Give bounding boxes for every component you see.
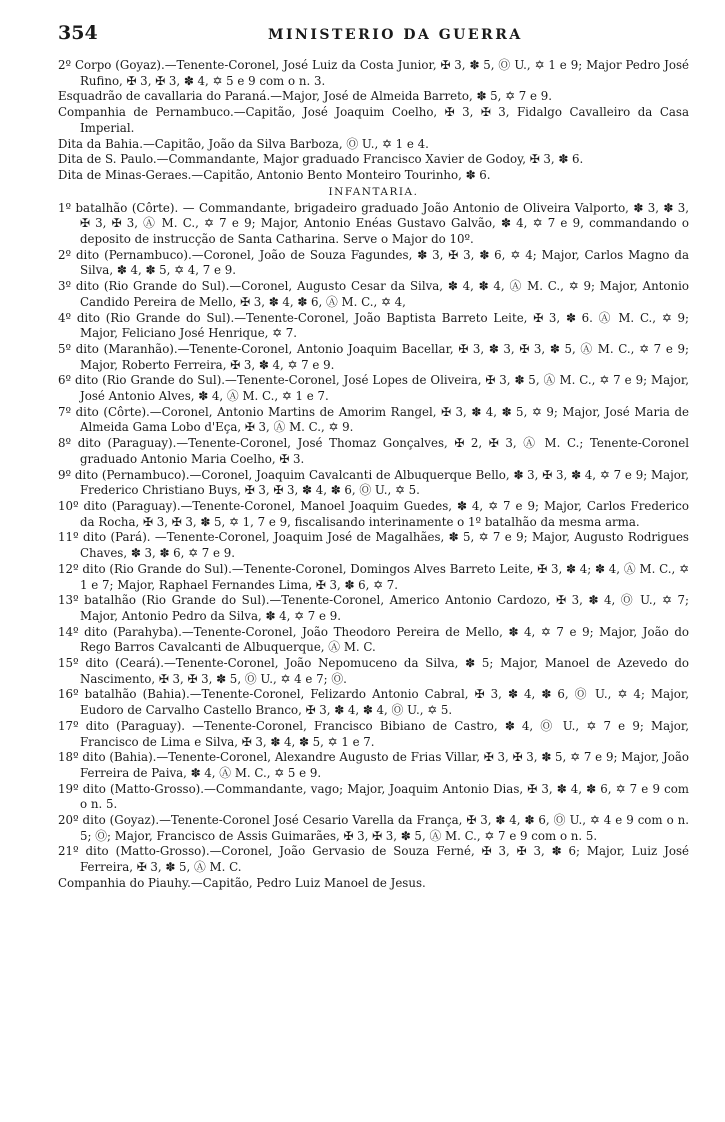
page-number: 354 (58, 22, 98, 44)
infantry-entry: 1º batalhão (Côrte). — Commandante, brigadeiro graduado João Antonio de Oliveira Valporto, ✽ 3, ✽ 3, ✠ 3, ✠ 3, Ⓐ M. C., ✡ 7 e 9; Major, Antonio Enéas Gustavo Galvão, ✽ 4, ✡ 7 e 9, commandando o deposito de instrucção de Santa Catharina. Serve o Major do 10º. (58, 200, 689, 247)
infantry-entry: 2º dito (Pernambuco).—Coronel, João de Souza Fagundes, ✽ 3, ✠ 3, ✽ 6, ✡ 4; Major, Carlos Magno da Silva, ✽ 4, ✽ 5, ✡ 4, 7 e 9. (58, 247, 689, 278)
cavalry-entry: Dita da Bahia.—Capitão, João da Silva Barboza, Ⓞ U., ✡ 1 e 4. (58, 136, 429, 151)
cavalry-entry: Companhia de Pernambuco.—Capitão, José Joaquim Coelho, ✠ 3, ✠ 3, Fidalgo Cavalleiro da Casa Imperial. (58, 105, 689, 135)
infantry-entry: 6º dito (Rio Grande do Sul).—Tenente-Coronel, José Lopes de Oliveira, ✠ 3, ✽ 5, Ⓐ M. C., ✡ 7 e 9; Major, José Antonio Alves, ✽ 4, Ⓐ M. C., ✡ 1 e 7. (58, 373, 689, 404)
infantry-entry: 17º dito (Paraguay). —Tenente-Coronel, Francisco Bibiano de Castro, ✽ 4, Ⓞ U., ✡ 7 e 9; Major, Francisco de Lima e Silva, ✠ 3, ✽ 4, ✽ 5, ✡ 1 e 7. (58, 718, 689, 749)
infantry-entry: 13º batalhão (Rio Grande do Sul).—Tenente-Coronel, Americo Antonio Cardozo, ✠ 3, ✽ 4, Ⓞ U., ✡ 7; Major, Antonio Pedro da Silva, ✽ 4, ✡ 7 e 9. (58, 593, 689, 623)
infantry-entry: 8º dito (Paraguay).—Tenente-Coronel, José Thomaz Gonçalves, ✠ 2, ✠ 3, Ⓐ M. C.; Tenente-Coronel graduado Antonio Maria Coelho, ✠ 3. (58, 436, 689, 466)
infantry-entry: 9º dito (Pernambuco).—Coronel, Joaquim Cavalcanti de Albuquerque Bello, ✽ 3, ✠ 3, ✽ 4, ✡ 7 e 9; Major, Frederico Christiano Buys, ✠ 3, ✠ 3, ✽ 4, ✽ 6, Ⓞ U., ✡ 5. (58, 467, 689, 498)
running-head: MINISTERIO DA GUERRA (268, 27, 523, 43)
infantry-entry: 18º dito (Bahia).—Tenente-Coronel, Alexandre Augusto de Frias Villar, ✠ 3, ✠ 3, ✽ 5, ✡ 7 e 9; Major, João Ferreira de Paiva, ✽ 4, Ⓐ M. C., ✡ 5 e 9. (58, 750, 689, 780)
cavalry-entry: Esquadrão de cavallaria do Paraná.—Major, José de Almeida Barreto, ✽ 5, ✡ 7 e 9. (58, 89, 553, 104)
cavalry-entry: 2º Corpo (Goyaz).—Tenente-Coronel, José Luiz da Costa Junior, ✠ 3, ✽ 5, Ⓞ U., ✡ 1 e 9; Major Pedro José Rufino, ✠ 3, ✠ 3, ✽ 4, ✡ 5 e 9 com o n. 3. (58, 58, 689, 88)
infantry-entry: 11º dito (Pará). —Tenente-Coronel, Joaquim José de Magalhães, ✽ 5, ✡ 7 e 9; Major, Augusto Rodrigues Chaves, ✽ 3, ✽ 6, ✡ 7 e 9. (58, 530, 689, 561)
page-body (58, 58, 689, 892)
infantry-entry: Companhia do Piauhy.—Capitão, Pedro Luiz Manoel de Jesus. (58, 875, 426, 890)
infantry-entry: 10º dito (Paraguay).—Tenente-Coronel, Manoel Joaquim Guedes, ✽ 4, ✡ 7 e 9; Major, Carlos Frederico da Rocha, ✠ 3, ✠ 3, ✽ 5, ✡ 1, 7 e 9, fiscalisando interinamente o 1º batalhão da mesma arma. (58, 498, 689, 529)
infantry-entry: 4º dito (Rio Grande do Sul).—Tenente-Coronel, João Baptista Barreto Leite, ✠ 3, ✽ 6. Ⓐ M. C., ✡ 9; Major, Feliciano José Henrique, ✡ 7. (58, 310, 689, 341)
section-title-infantry: INFANTARIA. (328, 185, 419, 198)
infantry-entry: 19º dito (Matto-Grosso).—Commandante, vago; Major, Joaquim Antonio Dias, ✠ 3, ✽ 4, ✽ 6, ✡ 7 e 9 com o n. 5. (58, 781, 689, 812)
infantry-entry: 7º dito (Côrte).—Coronel, Antonio Martins de Amorim Rangel, ✠ 3, ✽ 4, ✽ 5, ✡ 9; Major, José Maria de Almeida Gama Lobo d'Eça, ✠ 3, Ⓐ M. C., ✡ 9. (58, 404, 689, 435)
infantry-entry: 15º dito (Ceará).—Tenente-Coronel, João Nepomuceno da Silva, ✽ 5; Major, Manoel de Azevedo do Nascimento, ✠ 3, ✠ 3, ✽ 5, Ⓞ U., ✡ 4 e 7; Ⓞ. (58, 656, 689, 686)
infantry-entry: 20º dito (Goyaz).—Tenente-Coronel José Cesario Varella da França, ✠ 3, ✽ 4, ✽ 6, Ⓞ U., ✡ 4 e 9 com o n. 5; Ⓞ; Major, Francisco de Assis Guimarães, ✠ 3, ✠ 3, ✽ 5, Ⓐ M. C., ✡ 7 e 9 com o n. 5. (58, 813, 689, 843)
page-header (58, 22, 689, 58)
cavalry-entry: Dita de Minas-Geraes.—Capitão, Antonio Bento Monteiro Tourinho, ✽ 6. (58, 167, 491, 182)
cavalry-entry: Dita de S. Paulo.—Commandante, Major graduado Francisco Xavier de Godoy, ✠ 3, ✽ 6. (58, 152, 584, 167)
infantry-entry: 3º dito (Rio Grande do Sul).—Coronel, Augusto Cesar da Silva, ✽ 4, ✽ 4, Ⓐ M. C., ✡ 9; Major, Antonio Candido Pereira de Mello, ✠ 3, ✽ 4, ✽ 6, Ⓐ M. C., ✡ 4, (58, 279, 689, 309)
infantry-entry: 5º dito (Maranhão).—Tenente-Coronel, Antonio Joaquim Bacellar, ✠ 3, ✽ 3, ✠ 3, ✽ 5, Ⓐ M. C., ✡ 7 e 9; Major, Roberto Ferreira, ✠ 3, ✽ 4, ✡ 7 e 9. (58, 341, 689, 372)
infantry-entry: 21º dito (Matto-Grosso).—Coronel, João Gervasio de Souza Ferné, ✠ 3, ✠ 3, ✽ 6; Major, Luiz José Ferreira, ✠ 3, ✽ 5, Ⓐ M. C. (58, 844, 689, 875)
infantry-entry: 14º dito (Parahyba).—Tenente-Coronel, João Theodoro Pereira de Mello, ✽ 4, ✡ 7 e 9; Major, João do Rego Barros Cavalcanti de Albuquerque, Ⓐ M. C. (58, 624, 689, 655)
infantry-entry: 16º batalhão (Bahia).—Tenente-Coronel, Felizardo Antonio Cabral, ✠ 3, ✽ 4, ✽ 6, Ⓞ U., ✡ 4; Major, Eudoro de Carvalho Castello Branco, ✠ 3, ✽ 4, ✽ 4, Ⓞ U., ✡ 5. (58, 687, 689, 718)
infantry-entry: 12º dito (Rio Grande do Sul).—Tenente-Coronel, Domingos Alves Barreto Leite, ✠ 3, ✽ 4; ✽ 4, Ⓐ M. C., ✡ 1 e 7; Major, Raphael Fernandes Lima, ✠ 3, ✽ 6, ✡ 7. (58, 561, 689, 592)
